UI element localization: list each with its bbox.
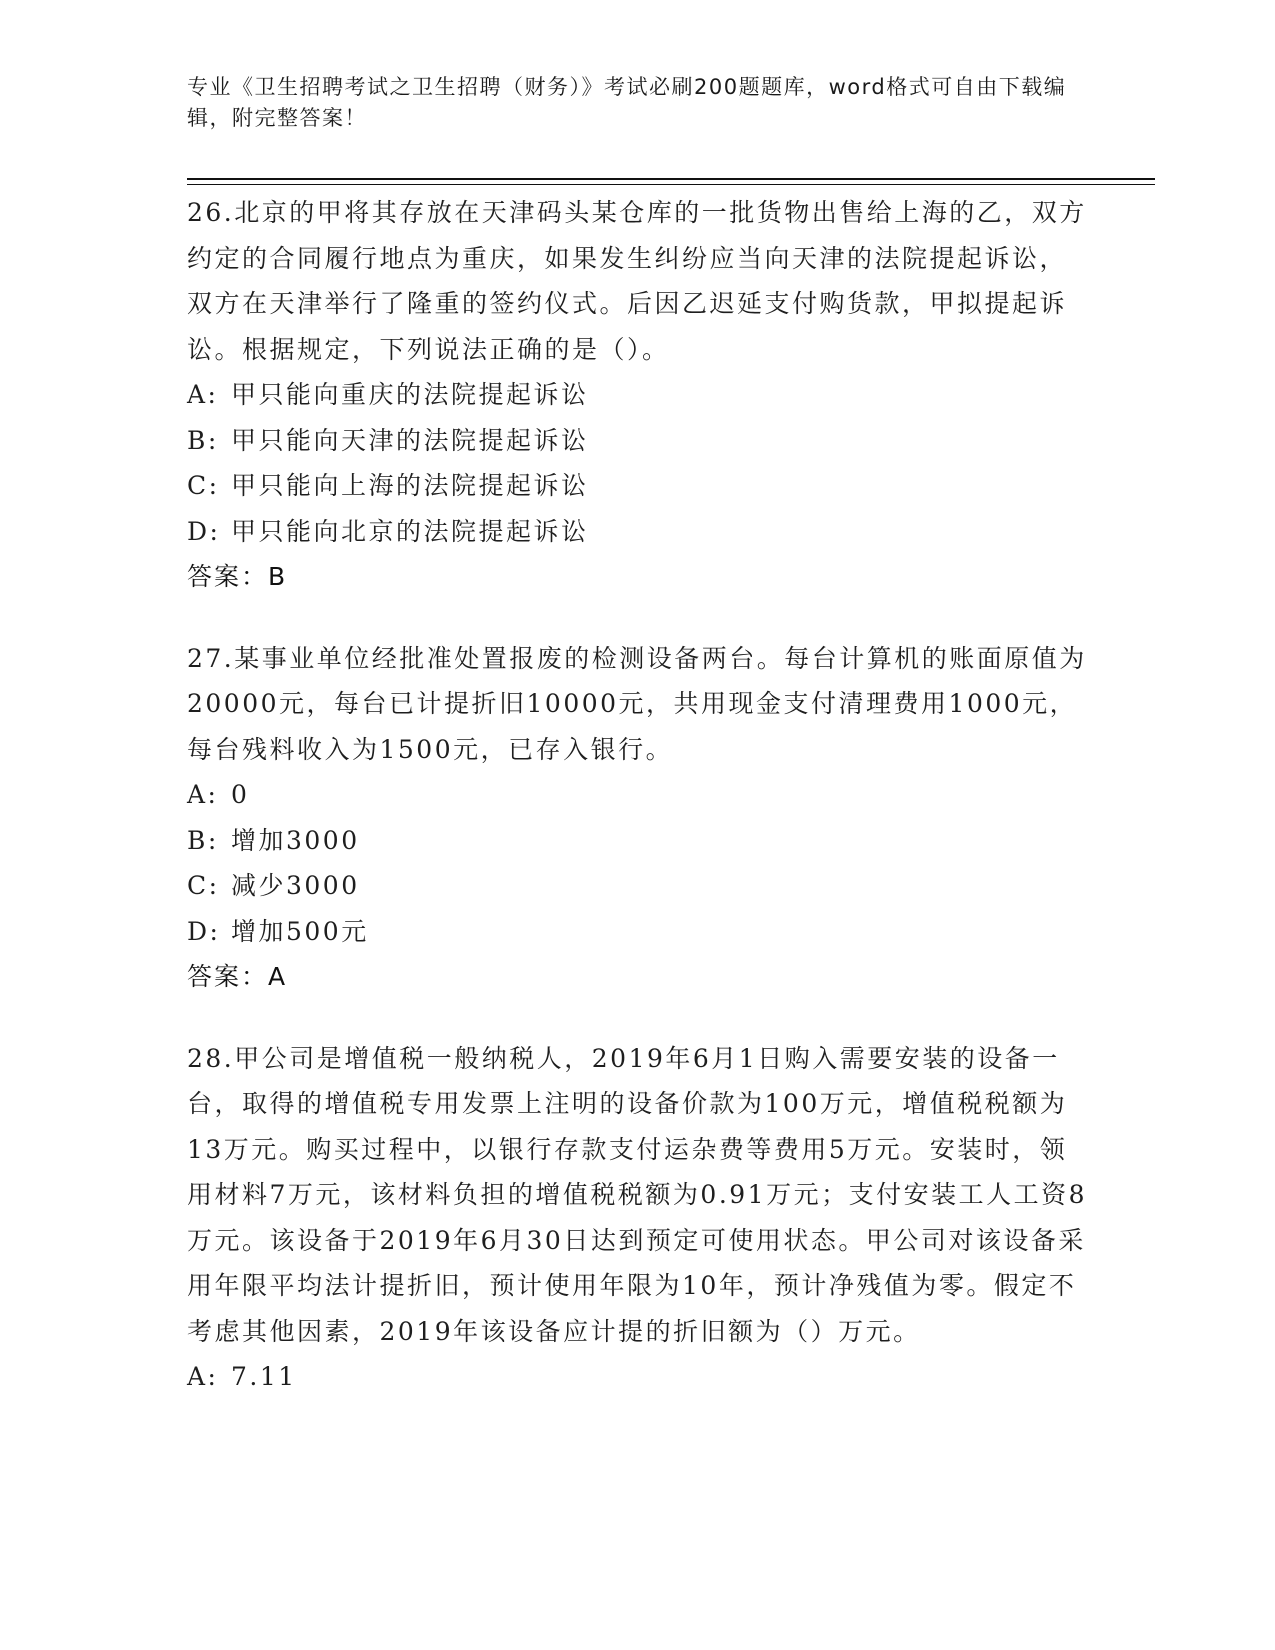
- option-key: D:: [187, 916, 221, 946]
- option-key: B:: [187, 825, 219, 855]
- answer-label: 答案：A: [187, 962, 288, 991]
- option-a: [187, 372, 1087, 418]
- option-text: 甲只能向重庆的法院提起诉讼: [231, 380, 589, 409]
- option-a: [187, 772, 1087, 818]
- option-key: A:: [187, 780, 219, 809]
- option-text: 增加500元: [231, 916, 369, 946]
- option-text: 甲只能向上海的法院提起诉讼: [231, 471, 589, 500]
- question-stem: 27.某事业单位经批准处置报废的检测设备两台。每台计算机的账面原值为20000元，每台已计提折旧10000元，共用现金支付清理费用1000元，每台残料收入为1500元，已存入银行。: [187, 643, 1087, 764]
- option-key: C:: [187, 871, 220, 900]
- option-b: [187, 418, 1087, 464]
- question-27: [187, 636, 1087, 1000]
- option-d: [187, 509, 1087, 555]
- document-header: 专业《卫生招聘考试之卫生招聘（财务）》考试必刷200题题库，word格式可自由下载编辑，附完整答案！: [187, 75, 1067, 130]
- option-text: 增加3000: [231, 825, 360, 855]
- question-stem: 28.甲公司是增值税一般纳税人，2019年6月1日购入需要安装的设备一台，取得的增值税专用发票上注明的设备价款为100万元，增值税税额为13万元。购买过程中，以银行存款支付运杂费等费用5万元。安装时，领用材料7万元，该材料负担的增值税税额为0.91万元；支付安装工人工资8万元。该设备于2019年6月30日达到预定可使用状态。甲公司对该设备采用年限平均法计提折旧，预计使用年限为10年，预计净残值为零。假定不考虑其他因素，2019年该设备应计提的折旧额为（）万元。: [187, 1043, 1087, 1346]
- option-text: 甲只能向天津的法院提起诉讼: [231, 425, 589, 455]
- option-c: [187, 863, 1087, 909]
- header-divider-thin: [187, 184, 1155, 185]
- option-key: D:: [187, 516, 221, 546]
- option-key: C:: [187, 471, 220, 500]
- option-b: [187, 818, 1087, 864]
- option-a: [187, 1354, 1087, 1400]
- option-text: 减少3000: [231, 871, 360, 900]
- option-key: A:: [187, 1362, 219, 1391]
- option-key: A:: [187, 380, 219, 409]
- question-stem: 26.北京的甲将其存放在天津码头某仓库的一批货物出售给上海的乙，双方约定的合同履行地点为重庆，如果发生纠纷应当向天津的法院提起诉讼，双方在天津举行了隆重的签约仪式。后因乙迟延支付购货款，甲拟提起诉讼。根据规定，下列说法正确的是（）。: [187, 198, 1087, 364]
- option-d: [187, 909, 1087, 955]
- option-text: 0: [231, 780, 250, 809]
- question-26: [187, 190, 1087, 600]
- option-key: B:: [187, 425, 219, 455]
- option-text: 甲只能向北京的法院提起诉讼: [231, 516, 589, 546]
- header-divider-thick: [187, 178, 1155, 180]
- option-c: [187, 463, 1087, 509]
- question-list: [187, 190, 1087, 1436]
- option-text: 7.11: [231, 1362, 297, 1391]
- answer-label: 答案：B: [187, 562, 288, 591]
- question-28: [187, 1036, 1087, 1400]
